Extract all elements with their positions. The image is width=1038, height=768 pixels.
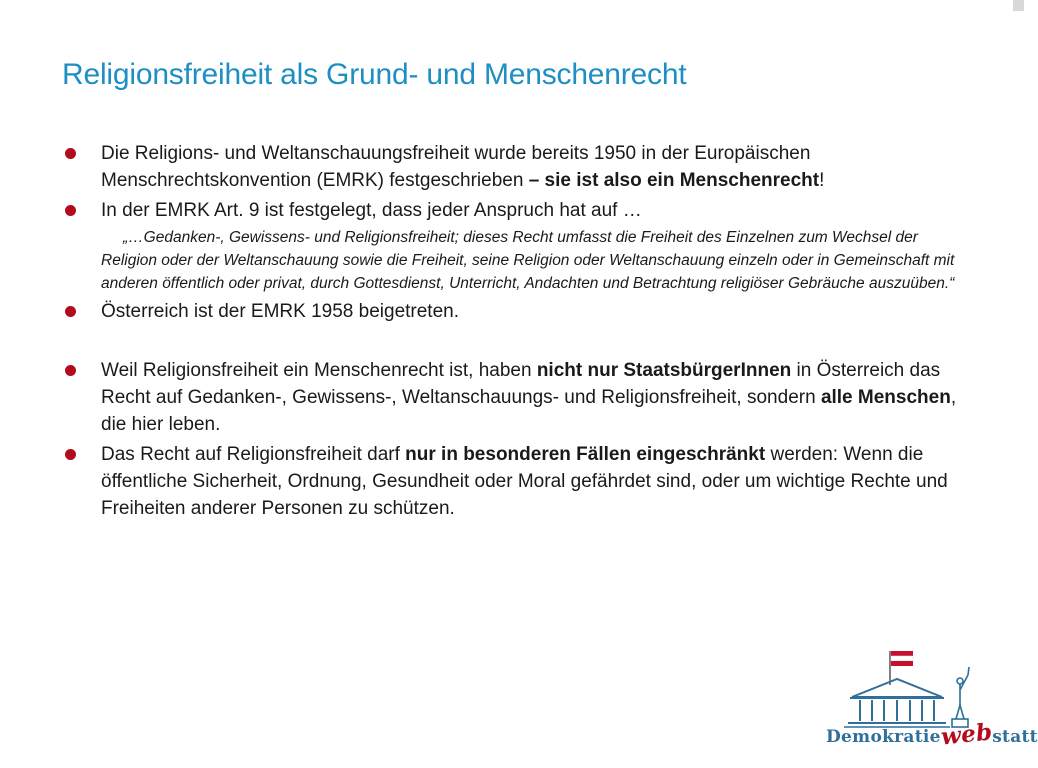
bullet-text: Die Religions- und Weltanschauungsfreiheit wurde bereits 1950 in der Europäischen Menschrechtskonvention (EMRK) festgeschrieben xyxy=(101,143,811,191)
bullet-text-bold: nicht nur StaatsbürgerInnen xyxy=(536,360,792,381)
bullet-item xyxy=(62,441,972,522)
bullet-text-bold: – sie ist also ein Menschenrecht xyxy=(528,170,820,191)
bullet-text: Österreich ist der EMRK 1958 beigetreten. xyxy=(101,301,460,322)
emrk-quote-text: „…Gedanken-, Gewissens- und Religionsfreiheit; dieses Recht umfasst die Freiheit des Einzelnen zum Wechsel der Religion oder der Weltanschauung sowie die Freiheit, seine Religion oder Weltanschauung einzeln oder in Gemeinschaft mit anderen öffentlich oder privat, durch Gottesdienst, Unterricht, Andachten und Betrachtung religiöser Gebräuche auszuüben.“ xyxy=(101,229,955,292)
bullet-list xyxy=(62,140,972,525)
bullet-text-bold: alle Menschen xyxy=(820,387,951,408)
bullet-item xyxy=(62,298,972,325)
emrk-quote xyxy=(101,226,972,295)
bullet-text: Weil Religionsfreiheit ein Menschenrecht ist, haben xyxy=(101,360,537,381)
logo-wordmark: Demokratiewebstatt xyxy=(826,718,1038,751)
bullet-text: , die hier leben. xyxy=(101,387,957,435)
corner-mark xyxy=(1013,0,1024,11)
bullet-item xyxy=(62,197,972,295)
bullet-text: werden: Wenn die öffentliche Sicherheit, Ordnung, Gesundheit oder Moral gefährdet sind, oder um wichtige Rechte und Freiheiten anderer Personen zu schützen. xyxy=(101,444,948,519)
slide-title: Religionsfreiheit als Grund- und Menschenrecht xyxy=(62,58,687,91)
bullet-item xyxy=(62,357,972,438)
bullet-text-bold: nur in besonderen Fällen eingeschränkt xyxy=(405,444,766,465)
bullet-item xyxy=(62,140,972,194)
demokratiewebstatt-logo xyxy=(822,645,1038,760)
bullet-text: Das Recht auf Religionsfreiheit darf xyxy=(101,444,406,465)
bullet-text: in Österreich das Recht auf Gedanken-, Gewissens-, Weltanschauungs- und Religionsfreiheit, sondern xyxy=(101,360,941,408)
bullet-text: In der EMRK Art. 9 ist festgelegt, dass jeder Anspruch hat auf … xyxy=(101,200,642,221)
bullet-text: ! xyxy=(819,170,825,191)
